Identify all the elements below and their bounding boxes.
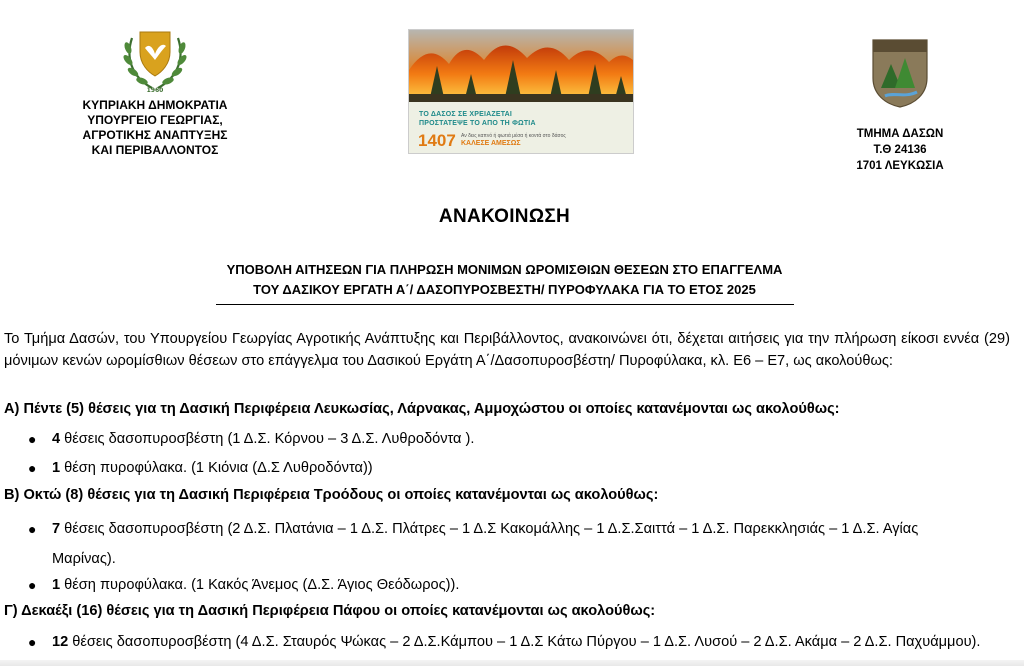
svg-text:1960: 1960 — [146, 87, 164, 94]
banner-caption-area — [409, 102, 633, 153]
list-item — [28, 427, 1008, 451]
list-item — [28, 456, 1008, 480]
bullet-icon: ● — [28, 460, 37, 476]
bullet-icon: ● — [28, 521, 37, 537]
cyprus-coat-of-arms-icon — [120, 28, 190, 94]
forest-fire-photo — [409, 30, 633, 102]
postal-city: 1701 ΛΕΥΚΩΣΙΑ — [856, 160, 944, 172]
list-item — [28, 630, 1008, 660]
position-count: 7 — [52, 521, 61, 537]
section-heading-b: Β) Οκτώ (8) θέσεις για τη Δασική Περιφέρεια Τροόδους οι οποίες κατανέμονται ως ακολούθως: — [4, 487, 659, 503]
emergency-number: 1407 — [418, 131, 456, 150]
bullet-icon: ● — [28, 431, 37, 447]
banner-line: ΠΡΟΣΤΑΤΕΨΕ ΤΟ ΑΠΟ ΤΗ ΦΩΤΙΑ — [419, 120, 536, 127]
position-count: 4 — [52, 431, 61, 447]
position-text: θέσεις δασοπυροσβέστη (1 Δ.Σ. Κόρνου – 3 Δ.Σ. Λυθροδόντα ). — [60, 431, 475, 447]
po-box: Τ.Θ 24136 — [873, 144, 927, 156]
list-item — [28, 573, 1008, 597]
intro-paragraph: Το Τμήμα Δασών, του Υπουργείου Γεωργίας Αγροτικής Ανάπτυξης και Περιβάλλοντος, ανακοινώνει ότι, δέχεται αιτήσεις για την πλήρωση είκοσι εννέα (29) μόνιμων κενών ωρομίσθιων θέσεων στο επάγγελμα του Δασικού Εργάτη Α΄/Δασοπυροσβέστη/ Πυροφύλακα, κλ. Ε6 – Ε7, ως ακολούθως: — [4, 331, 1010, 369]
position-text: θέση πυροφύλακα. (1 Κιόνια (Δ.Σ Λυθροδόντα)) — [60, 460, 373, 476]
position-count: 12 — [52, 634, 69, 650]
position-text: θέσεις δασοπυροσβέστη (4 Δ.Σ. Σταυρός Ψώκας – 2 Δ.Σ.Κάμπου – 1 Δ.Σ Κάτω Πύργου – 1 Δ.Σ. Λυσού – 2 Δ.Σ. Ακάμα – 2 Δ.Σ. Παχυάμμου). — [68, 634, 981, 650]
ministry-line: ΚΥΠΡΙΑΚΗ ΔΗΜΟΚΡΑΤΙΑ — [82, 98, 228, 112]
section-heading-c: Γ) Δεκαέξι (16) θέσεις για τη Δασική Περιφέρεια Πάφου οι οποίες κατανέμονται ως ακολούθως: — [4, 603, 656, 619]
ministry-line: ΥΠΟΥΡΓΕΙΟ ΓΕΩΡΓΙΑΣ, — [87, 113, 223, 127]
list-item — [28, 514, 1008, 570]
fire-prevention-banner — [408, 29, 634, 154]
banner-small-text: Αν δεις καπνό ή φωτιά μέσα ή κοντά στο δάσος — [461, 133, 566, 139]
position-text: θέση πυροφύλακα. (1 Κακός Άνεμος (Δ.Σ. Άγιος Θεόδωρος)). — [60, 577, 460, 593]
bullet-icon: ● — [28, 634, 37, 650]
bullet-icon: ● — [28, 577, 37, 593]
ministry-line: ΑΓΡΟΤΙΚΗΣ ΑΝΑΠΤΥΞΗΣ — [82, 128, 228, 142]
subtitle-line: ΤΟΥ ΔΑΣΙΚΟΥ ΕΡΓΑΤΗ Α΄/ ΔΑΣΟΠΥΡΟΣΒΕΣΤΗ/ ΠΥΡΟΦΥΛΑΚΑ ΓΙΑ ΤΟ ΕΤΟΣ 2025 — [253, 282, 756, 297]
banner-call-text: ΚΑΛΕΣΕ ΑΜΕΣΩΣ — [461, 140, 521, 147]
department-name: ΤΜΗΜΑ ΔΑΣΩΝ — [856, 128, 944, 140]
ministry-header — [60, 28, 250, 158]
position-text: θέσεις δασοπυροσβέστη (2 Δ.Σ. Πλατάνια – 1 Δ.Σ. Πλάτρες – 1 Δ.Σ Κακομάλλης – 1 Δ.Σ.Σαιττά – 1 Δ.Σ. Παρεκκλησιάς – 1 Δ.Σ. Αγίας Μαρίνας). — [52, 521, 919, 567]
page-bottom-edge — [0, 660, 1024, 666]
forestry-department-header — [840, 38, 960, 174]
announcement-subtitle — [0, 260, 1009, 300]
position-count: 1 — [52, 460, 61, 476]
subtitle-line: ΥΠΟΒΟΛΗ ΑΙΤΗΣΕΩΝ ΓΙΑ ΠΛΗΡΩΣΗ ΜΟΝΙΜΩΝ ΩΡΟΜΙΣΘΙΩΝ ΘΕΣΕΩΝ ΣΤΟ ΕΠΑΓΓΕΛΜΑ — [226, 262, 783, 277]
forestry-department-logo-icon — [871, 38, 929, 108]
section-heading-a: Α) Πέντε (5) θέσεις για τη Δασική Περιφέρεια Λευκωσίας, Λάρνακας, Αμμοχώστου οι οποίες κατανέμονται ως ακολούθως: — [4, 401, 840, 417]
banner-line: ΤΟ ΔΑΣΟΣ ΣΕ ΧΡΕΙΑΖΕΤΑΙ — [419, 111, 513, 118]
ministry-line: ΚΑΙ ΠΕΡΙΒΑΛΛΟΝΤΟΣ — [91, 143, 219, 157]
announcement-title: ΑΝΑΚΟΙΝΩΣΗ — [438, 206, 571, 227]
position-count: 1 — [52, 577, 61, 593]
title-divider — [216, 304, 794, 305]
